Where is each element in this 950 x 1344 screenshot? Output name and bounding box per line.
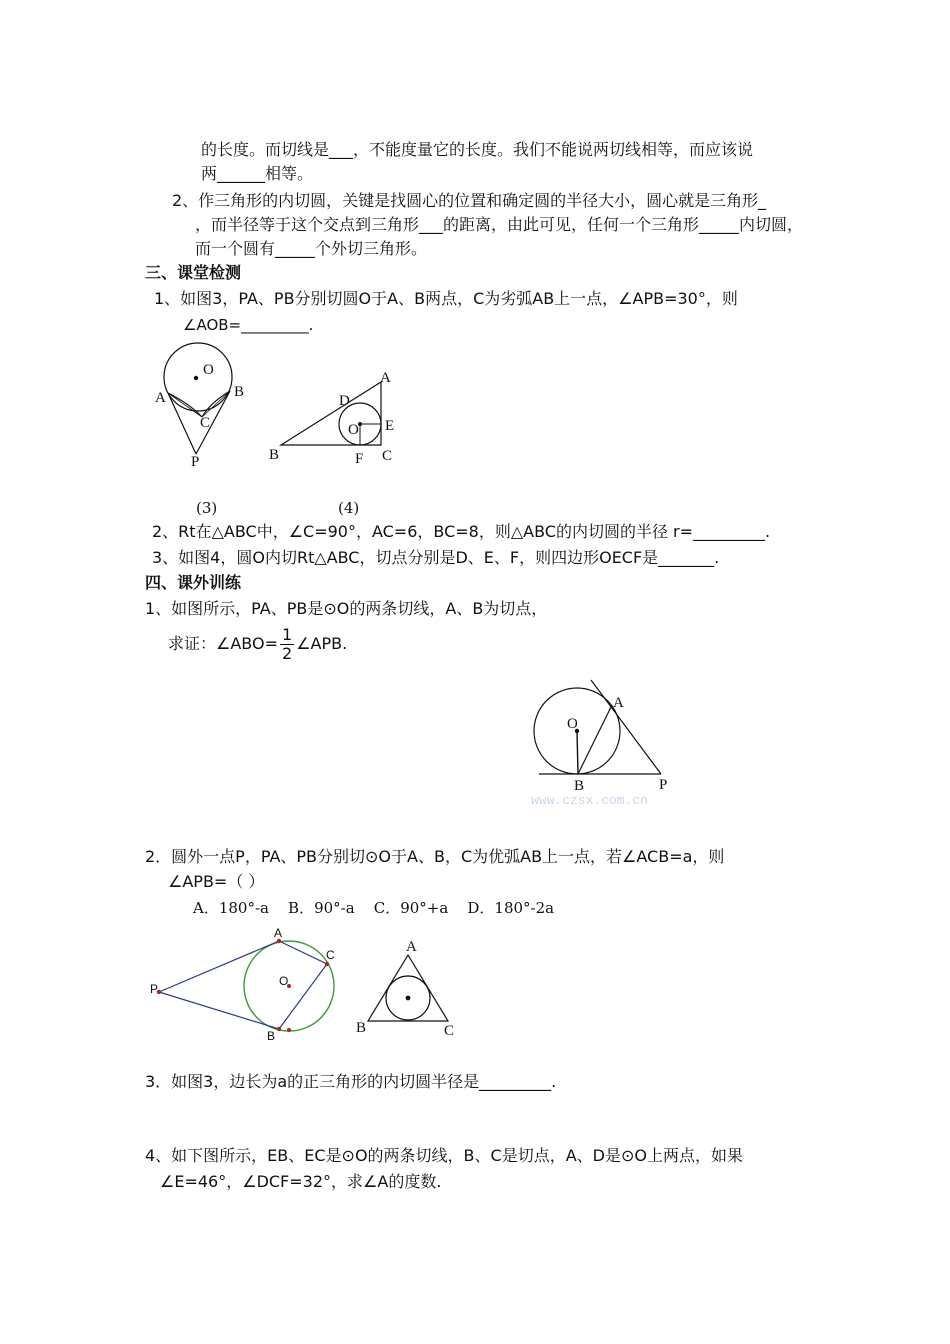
problem-2: 2．圆外一点P，PA、PB分别切⊙O于A、B，C为优弧AB上一点，若∠ACB=a，则	[145, 847, 725, 866]
question-1: 1、如图3，PA、PB分别切圆O于A、B两点，C为劣弧AB上一点，∠APB=30°，则	[154, 289, 738, 308]
label-B: B	[574, 778, 585, 794]
label-P: P	[659, 777, 668, 793]
label-O: O	[348, 422, 359, 438]
label-A: A	[406, 939, 417, 955]
label-A: A	[613, 695, 624, 711]
section-heading: 三、课堂检测	[145, 263, 242, 282]
figure-3-caption: (3)	[196, 499, 218, 517]
fraction-half: $\frac{1}{2}$	[282, 625, 293, 663]
problem-2-blank: ∠APB=（ ）	[168, 872, 265, 891]
label-B: B	[269, 447, 280, 463]
text-line: 两______相等。	[201, 164, 314, 183]
text-line: ，而半径等于这个交点到三角形___的距离，由此可见，任何一个三角形_____内切圆，	[195, 215, 804, 234]
label-C: C	[444, 1023, 455, 1039]
text-line: 而一个圆有_____个外切三角形。	[195, 239, 428, 258]
label-E: E	[385, 418, 395, 434]
watermark: www.czsx.com.cn	[531, 793, 649, 808]
label-P: P	[191, 454, 200, 470]
label-O: O	[203, 362, 214, 378]
label-C: C	[382, 448, 393, 464]
text-line: 2、作三角形的内切圆，关键是找圆心的位置和确定圆的半径大小，圆心就是三角形_	[172, 191, 767, 210]
label-F: F	[355, 451, 364, 467]
figure-5	[525, 675, 695, 810]
label-O: O	[567, 716, 578, 732]
label-A: A	[274, 926, 283, 940]
question-3: 3、如图4，圆O内切Rt△ABC，切点分别是D、E、F，则四边形OECF是_______.	[152, 548, 720, 567]
label-D: D	[339, 393, 350, 409]
label-B: B	[267, 1029, 276, 1043]
label-B: B	[356, 1020, 367, 1036]
label-B: B	[234, 384, 245, 400]
figure-7	[350, 935, 460, 1040]
label-C: C	[326, 948, 335, 962]
figure-3	[150, 338, 250, 470]
question-2: 2、Rt在△ABC中，∠C=90°，AC=6，BC=8，则△ABC的内切圆的半径 r=_________.	[152, 522, 771, 541]
label-A: A	[155, 390, 166, 406]
label-A: A	[380, 370, 391, 386]
figure-6	[145, 922, 345, 1047]
figure-4	[265, 368, 400, 468]
text-line: 的长度。而切线是___，不能度量它的长度。我们不能说两切线相等，而应该说	[201, 140, 754, 159]
problem-4-values: ∠E=46°，∠DCF=32°，求∠A的度数.	[160, 1172, 442, 1191]
problem-3: 3．如图3，边长为a的正三角形的内切圆半径是_________.	[145, 1072, 557, 1091]
section-heading: 四、课外训练	[145, 573, 242, 592]
problem-1-proof: 求证：∠ABO= $\frac{1}{2}$ ∠APB.	[168, 625, 348, 663]
figure-4-caption: (4)	[338, 499, 360, 517]
label-C: C	[200, 415, 211, 431]
problem-2-options: A．180°-a B．90°-a C．90°+a D．180°-2a	[193, 899, 555, 917]
problem-1: 1、如图所示，PA、PB是⊙O的两条切线，A、B为切点，	[145, 599, 548, 618]
problem-4: 4、如下图所示，EB、EC是⊙O的两条切线，B、C是切点，A、D是⊙O上两点，如果	[145, 1146, 743, 1165]
label-P: P	[150, 982, 159, 996]
question-1-answer: ∠AOB=_________.	[183, 316, 314, 334]
label-O: O	[279, 974, 289, 988]
